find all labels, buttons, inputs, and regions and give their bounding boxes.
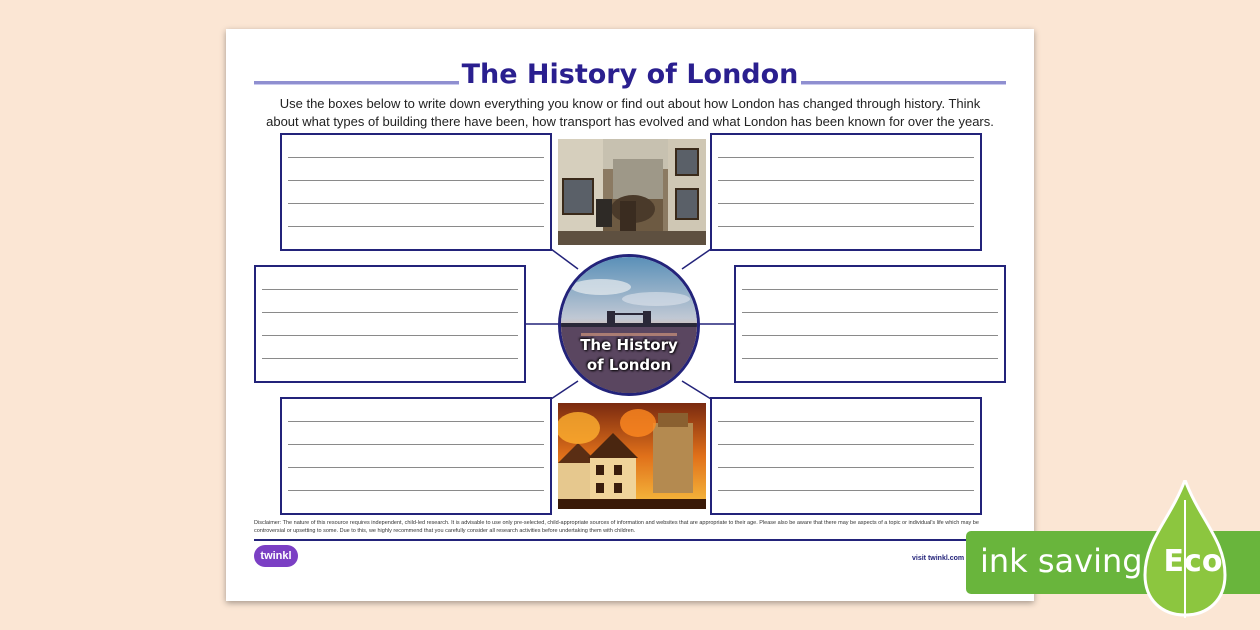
old-street-picture xyxy=(558,139,706,245)
disclaimer-text: Disclaimer: The nature of this resource requires independent, child-led research. It is advisable to use only pre-selected, child-appropriate sources of information and websites that are appropriate to their age. Please also be aware that there may be aspects of a topic or individual's life which may be controversial or upsetting to some. Due to this, we highly recommend that you carefully consider all research activities before undertaking them with children. xyxy=(254,520,979,534)
instructions-text: Use the boxes below to write down everything you know or find out about how London has changed through history. Think about what types of building there have been, how transport has evolved and what London has been known for over the years. xyxy=(266,96,994,129)
footer-divider xyxy=(254,539,1006,541)
hub-title-line-2: of London xyxy=(586,356,672,374)
twinkl-logo: twinkl xyxy=(254,545,298,567)
hub-title-line-1: The History xyxy=(580,336,678,354)
writing-box-top-left[interactable] xyxy=(280,133,552,251)
worksheet-page xyxy=(226,29,1034,601)
writing-box-middle-left[interactable] xyxy=(254,265,526,383)
central-hub-picture xyxy=(558,254,700,396)
writing-box-bottom-right[interactable] xyxy=(710,397,982,515)
writing-box-bottom-left[interactable] xyxy=(280,397,552,515)
page-title: The History of London xyxy=(461,59,799,90)
writing-box-top-right[interactable] xyxy=(710,133,982,251)
visit-link[interactable]: visit twinkl.com xyxy=(912,555,965,562)
eco-label: Eco xyxy=(1163,544,1223,579)
hub-title xyxy=(561,335,697,375)
great-fire-picture xyxy=(558,403,706,509)
writing-box-middle-right[interactable] xyxy=(734,265,1006,383)
ink-saving-label: ink saving xyxy=(980,542,1143,580)
